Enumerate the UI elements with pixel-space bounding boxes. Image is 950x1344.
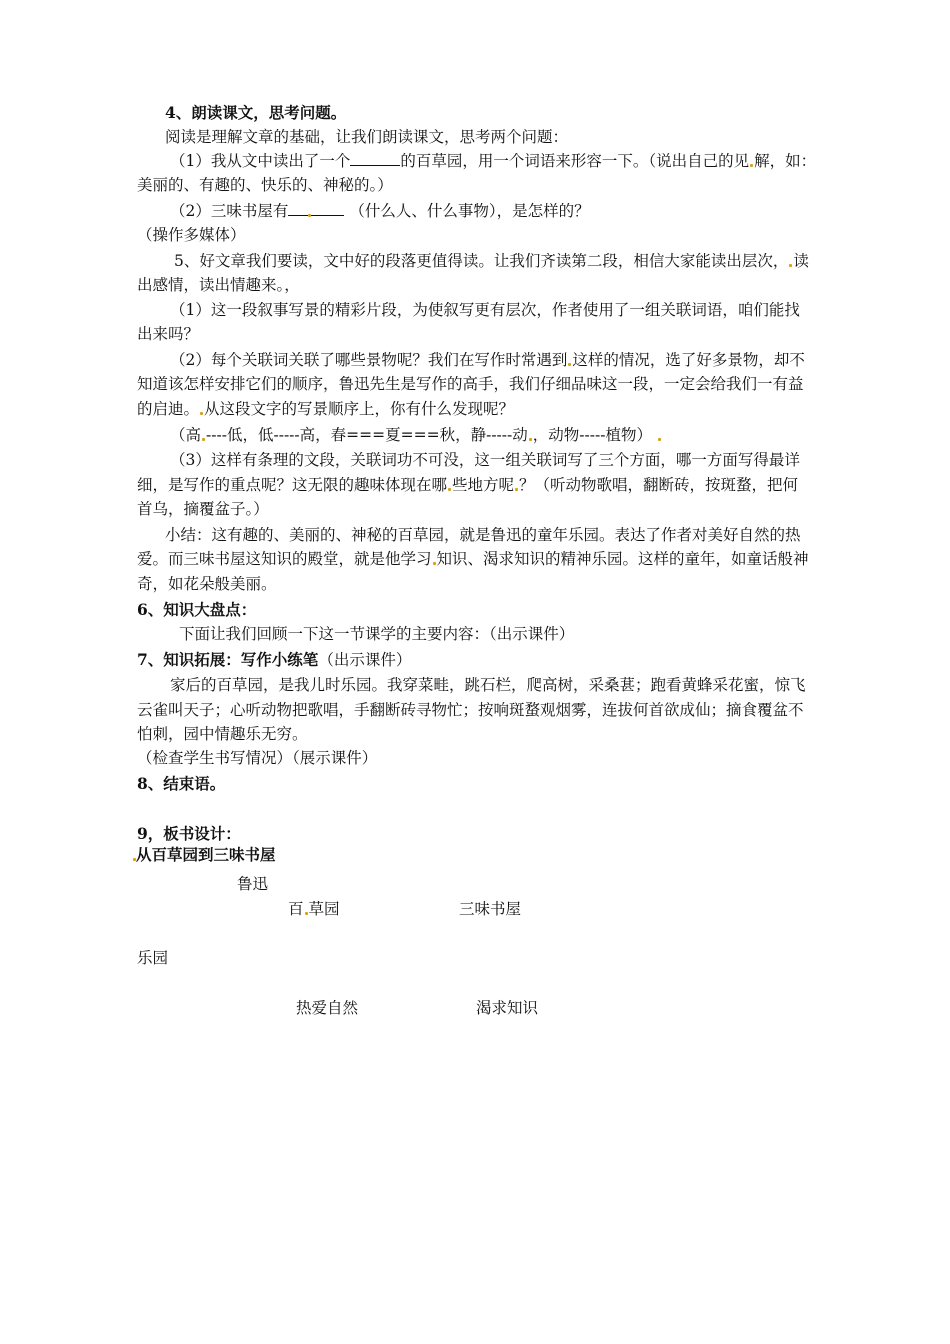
board-left-footer: 热爱自然 bbox=[296, 999, 359, 1017]
point-3-text-b: 些地方呢 bbox=[452, 476, 515, 494]
order-sequence bbox=[170, 423, 900, 447]
board-title bbox=[133, 843, 863, 867]
mark-dot bbox=[200, 412, 203, 415]
board-left-heading-b: 草园 bbox=[308, 900, 340, 918]
answer-blank-1 bbox=[350, 149, 400, 166]
point-2-line2: 知道该怎样安排它们的顺序，鲁迅先生是写作的高手，我们仔细品味这一段，一定会给我们一有益 bbox=[137, 375, 804, 393]
point-1-line2: 出来吗？ bbox=[137, 325, 200, 343]
section-7-title-a: 7、知识拓展： bbox=[137, 650, 241, 669]
mark-dot bbox=[529, 438, 532, 441]
exercise-note: （检查学生书写情况）（展示课件） bbox=[137, 749, 378, 767]
mark-dot bbox=[750, 164, 753, 167]
summary-text-b: 知识、渴求知识的精神乐园。这样的童年，如童话般神 bbox=[436, 550, 809, 568]
section-5-line1 bbox=[174, 249, 867, 273]
section-6-title: 6、知识大盘点： bbox=[137, 600, 257, 619]
summary-text-a: 爱。而三味书屋这知识的殿堂，就是他学习 bbox=[137, 550, 432, 568]
board-side-label: 乐园 bbox=[137, 949, 169, 967]
point-2-text-d: 从这段文字的写景顺序上，你有什么发现呢？ bbox=[204, 400, 515, 418]
sequence-text-b: ----低，低-----高，春===夏===秋，静-----动 bbox=[206, 426, 528, 444]
mark-dot bbox=[305, 912, 308, 915]
point-2-text-b: 这样的情况，选了好多景物，却不 bbox=[572, 351, 805, 369]
exercise-line3: 怕刺，园中情趣乐无穷。 bbox=[137, 725, 308, 743]
section-7-title-c: （出示课件） bbox=[318, 651, 412, 669]
mark-dot bbox=[789, 264, 792, 267]
exercise-line1: 家后的百草园，是我儿时乐园。我穿菜畦，跳石栏，爬高树，采桑葚；跑看黄蜂采花蜜，惊飞 bbox=[170, 676, 806, 694]
mark-dot bbox=[568, 363, 571, 366]
point-3-text-a: 细，是写作的重点呢？这无限的趣味体现在哪 bbox=[137, 476, 448, 494]
sequence-text-a: （高 bbox=[170, 426, 202, 444]
board-right-footer: 渴求知识 bbox=[476, 999, 539, 1017]
q2-part-a: （2）三味书屋有 bbox=[170, 202, 289, 220]
section-5-line2: 出感情，读出情趣来。， bbox=[137, 276, 300, 294]
point-2-text-a: （2）每个关联词关联了哪些景物呢？我们在写作时常遇到 bbox=[170, 351, 568, 369]
sequence-text-c: ，动物-----植物） bbox=[532, 426, 652, 444]
mark-dot bbox=[308, 214, 311, 217]
board-title-text: 从百草园到三味书屋 bbox=[136, 845, 276, 864]
board-left-heading-a: 百 bbox=[288, 900, 304, 918]
mark-dot bbox=[658, 438, 661, 441]
section-8-title: 8、结束语。 bbox=[137, 774, 226, 793]
question-1-line2: 美丽的、有趣的、快乐的、神秘的。） bbox=[137, 176, 393, 194]
point-3-text-c: ？（听动物歌唱，翻断砖，按斑蝥，把何 bbox=[519, 476, 799, 494]
answer-blank-2 bbox=[288, 199, 344, 216]
point-3-line1: （3）这样有条理的文段，关联词功不可没，这一组关联词写了三个方面，哪一方面写得最详 bbox=[170, 451, 800, 469]
question-2 bbox=[170, 199, 900, 223]
mark-dot bbox=[448, 488, 451, 491]
q1-part-c: 解，如： bbox=[754, 152, 817, 170]
board-left-heading bbox=[288, 897, 340, 921]
media-note: （操作多媒体） bbox=[137, 226, 246, 244]
q1-part-b: 的百草园，用一个词语来形容一下。（说出自己的见 bbox=[400, 152, 750, 170]
point-1-line1: （1）这一段叙事写景的精彩片段，为使叙写更有层次，作者使用了一组关联词语，咱们能找 bbox=[170, 301, 800, 319]
section-5-text-a: 5、好文章我们要读，文中好的段落更值得读。让我们齐读第二段，相信大家能读出层次， bbox=[174, 252, 789, 270]
board-author: 鲁迅 bbox=[237, 875, 269, 893]
section-5-text-b: 读 bbox=[793, 252, 809, 270]
summary-line3: 奇，如花朵般美丽。 bbox=[137, 575, 277, 593]
point-2-text-c: 的启迪。 bbox=[137, 400, 200, 418]
mark-dot bbox=[202, 438, 205, 441]
section-6-text: 下面让我们回顾一下这一节课学的主要内容：（出示课件） bbox=[179, 625, 575, 643]
section-7-title bbox=[137, 648, 867, 672]
section-4-title: 4、朗读课文，思考问题。 bbox=[165, 103, 347, 122]
section-4-intro: 阅读是理解文章的基础，让我们朗读课文，思考两个问题： bbox=[165, 128, 569, 146]
mark-dot bbox=[433, 562, 436, 565]
question-1-line1 bbox=[170, 149, 867, 173]
exercise-line2: 云雀叫天子；心听动物把歌唱，手翻断砖寻物忙；按响斑蝥观烟雾，连拔何首欲成仙；摘食覆盆不 bbox=[137, 701, 804, 719]
section-9-title: 9，板书设计： bbox=[137, 824, 241, 843]
section-7-title-b: 写作小练笔 bbox=[240, 650, 319, 669]
mark-dot bbox=[515, 488, 518, 491]
q1-part-a: （1）我从文中读出了一个 bbox=[170, 152, 351, 170]
board-right-heading: 三味书屋 bbox=[459, 900, 522, 918]
q2-part-b: （什么人、什么事物），是怎样的？ bbox=[349, 202, 590, 220]
summary-line2 bbox=[137, 547, 867, 571]
summary-line1: 小结：这有趣的、美丽的、神秘的百草园，就是鲁迅的童年乐园。表达了作者对美好自然的热 bbox=[165, 526, 801, 544]
point-3-line3: 首乌，摘覆盆子。） bbox=[137, 500, 269, 518]
point-2-line3 bbox=[137, 397, 867, 421]
point-3-line2 bbox=[137, 473, 867, 497]
point-2-line1 bbox=[170, 348, 900, 372]
